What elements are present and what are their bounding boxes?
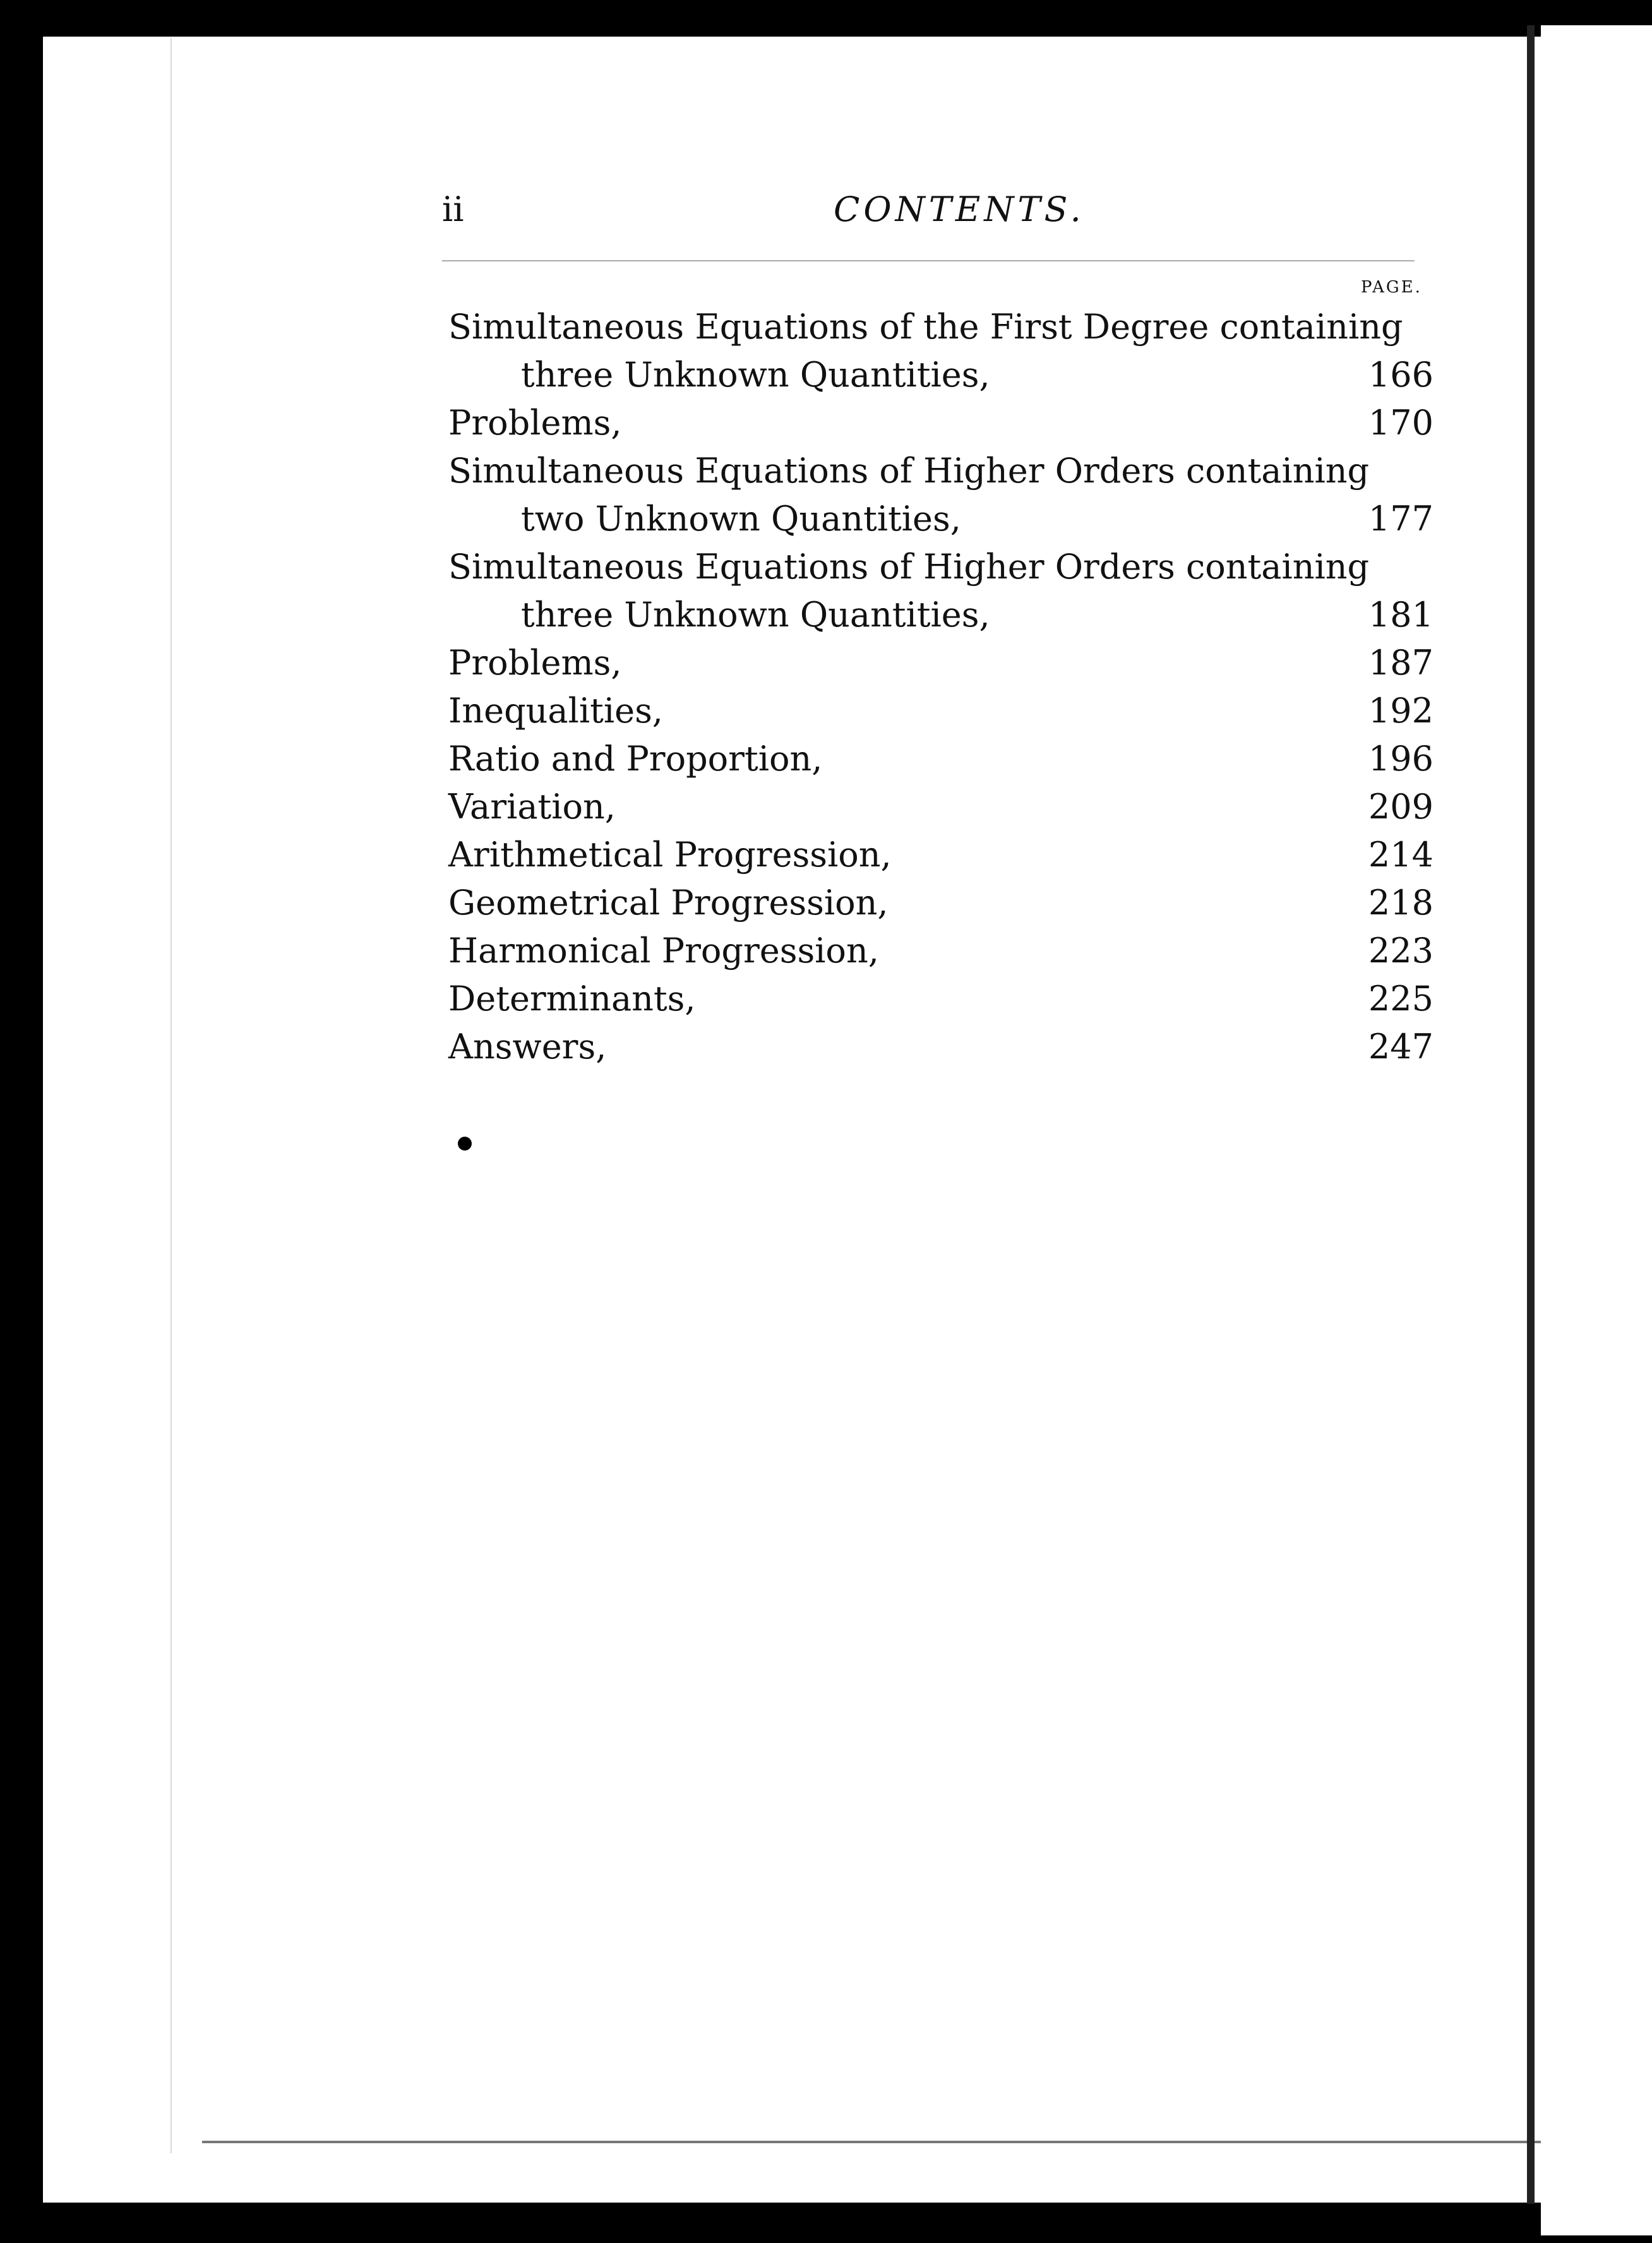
ink-spot: [458, 1137, 472, 1151]
toc-entry-title: Inequalities,: [448, 691, 663, 731]
toc-page-number: 192: [1368, 691, 1434, 731]
toc-page-number: 223: [1368, 931, 1434, 971]
toc-page-number: 209: [1368, 787, 1434, 827]
page-header: [442, 189, 1617, 240]
toc-entry-title: Ratio and Proportion,: [448, 739, 823, 779]
toc-page-number: 196: [1368, 739, 1434, 779]
toc-entry-title: Simultaneous Equations of the First Degree containing: [448, 307, 1403, 347]
page-folio: ii: [442, 189, 464, 229]
toc-entry-title: Harmonical Progression,: [448, 931, 879, 971]
adjacent-page: [1541, 25, 1652, 2235]
toc-entry-line: [448, 927, 1434, 975]
toc-entry-title: two Unknown Quantities,: [521, 499, 961, 539]
toc-entry-title: three Unknown Quantities,: [521, 595, 990, 635]
toc-entry-line: [448, 399, 1434, 447]
toc-page-number: 177: [1368, 499, 1434, 539]
header-rule: [442, 260, 1415, 261]
page-column-label: PAGE.: [1361, 278, 1422, 297]
toc-entry-line: [448, 591, 1434, 639]
toc-entry-title: Problems,: [448, 403, 622, 443]
page-fold-line: [171, 38, 172, 2153]
toc-entry-line: [448, 543, 1434, 591]
toc-entry-title: Answers,: [448, 1027, 607, 1067]
toc-entry-line: [448, 447, 1434, 495]
toc-entry-line: [448, 303, 1434, 351]
toc-entry-title: Geometrical Progression,: [448, 883, 889, 923]
running-title: CONTENTS.: [834, 189, 1085, 229]
toc-entry-line: [448, 831, 1434, 879]
toc-page-number: 170: [1368, 403, 1434, 443]
toc-entry-line: [448, 639, 1434, 687]
toc-entry-line: [448, 351, 1434, 399]
toc-entry-line: [448, 495, 1434, 543]
toc-entry-title: three Unknown Quantities,: [521, 355, 990, 395]
toc-entry-title: Variation,: [448, 787, 616, 827]
table-of-contents: [448, 303, 1434, 1071]
toc-entry-line: [448, 735, 1434, 783]
toc-page-number: 225: [1368, 979, 1434, 1019]
toc-entry-title: Arithmetical Progression,: [448, 835, 892, 875]
toc-entry-line: [448, 879, 1434, 927]
toc-page-number: 214: [1368, 835, 1434, 875]
toc-entry-line: [448, 687, 1434, 735]
toc-page-number: 181: [1368, 595, 1434, 635]
toc-page-number: 187: [1368, 643, 1434, 683]
toc-entry-title: Determinants,: [448, 979, 696, 1019]
toc-entry-line: [448, 1023, 1434, 1071]
toc-entry-line: [448, 975, 1434, 1023]
page-bottom-edge: [202, 2141, 1553, 2143]
adjacent-page-edge: [1527, 25, 1535, 2204]
toc-entry-title: Problems,: [448, 643, 622, 683]
toc-entry-line: [448, 783, 1434, 831]
toc-page-number: 218: [1368, 883, 1434, 923]
toc-entry-title: Simultaneous Equations of Higher Orders containing: [448, 451, 1370, 491]
toc-page-number: 166: [1368, 355, 1434, 395]
toc-entry-title: Simultaneous Equations of Higher Orders containing: [448, 547, 1370, 587]
toc-page-number: 247: [1368, 1027, 1434, 1067]
